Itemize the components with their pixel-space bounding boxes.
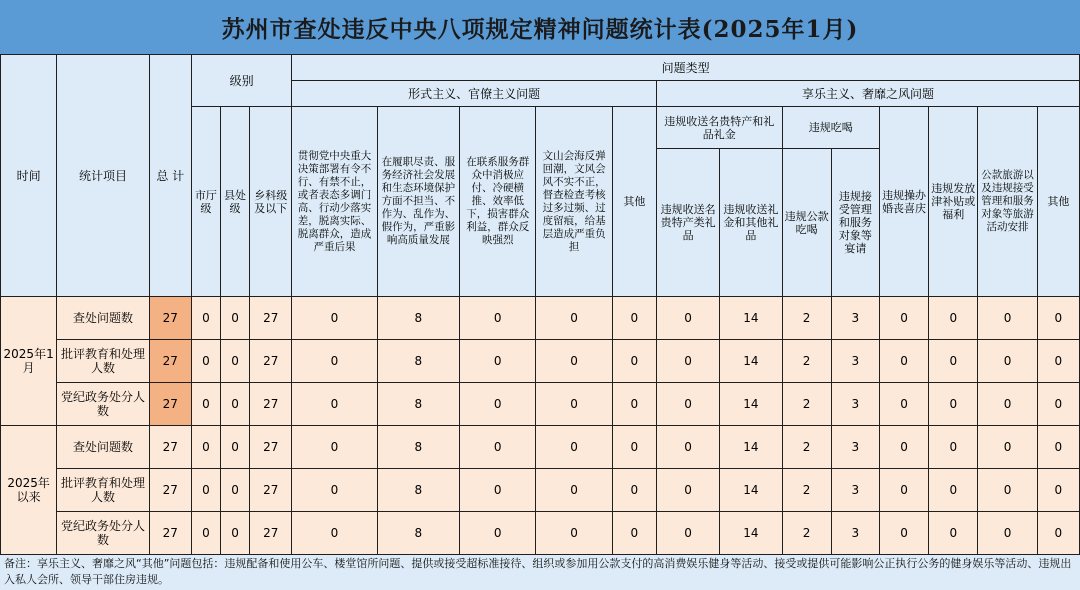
header-formalism: 形式主义、官僚主义问题 (292, 81, 657, 107)
value-cell: 0 (978, 469, 1037, 512)
value-cell: 0 (191, 297, 220, 340)
header-formalism-3: 在联系服务群众中消极应付、冷硬横推、效率低下，损害群众利益，群众反映强烈 (460, 107, 536, 297)
value-cell: 0 (656, 297, 719, 340)
value-cell: 0 (460, 512, 536, 555)
value-cell: 0 (191, 469, 220, 512)
table-row (1, 426, 1080, 469)
value-cell: 14 (720, 383, 782, 426)
value-cell: 14 (720, 340, 782, 383)
value-cell: 0 (978, 340, 1037, 383)
value-cell: 0 (220, 426, 249, 469)
value-cell: 0 (191, 512, 220, 555)
value-cell: 0 (612, 512, 656, 555)
value-cell: 27 (250, 297, 292, 340)
header-problem-type: 问题类型 (292, 55, 1080, 81)
period-label: 2025年1月 (1, 297, 57, 426)
total-cell: 27 (149, 426, 191, 469)
period-label: 2025年以来 (1, 426, 57, 555)
table-row (1, 512, 1080, 555)
value-cell: 0 (879, 383, 928, 426)
value-cell: 0 (460, 297, 536, 340)
value-cell: 14 (720, 297, 782, 340)
value-cell: 0 (879, 297, 928, 340)
row-item-label: 查处问题数 (57, 426, 149, 469)
header-level-county: 县处级 (220, 107, 249, 297)
page-title: 苏州市查处违反中央八项规定精神问题统计表(2025年1月) (221, 15, 859, 43)
value-cell: 0 (292, 512, 377, 555)
value-cell: 0 (929, 340, 978, 383)
value-cell: 8 (377, 297, 459, 340)
value-cell: 0 (929, 383, 978, 426)
value-cell: 3 (831, 383, 879, 426)
value-cell: 0 (1037, 512, 1079, 555)
header-meal-group: 违规吃喝 (782, 107, 879, 149)
value-cell: 0 (929, 512, 978, 555)
value-cell: 0 (191, 340, 220, 383)
value-cell: 0 (656, 340, 719, 383)
value-cell: 0 (220, 340, 249, 383)
header-allowance: 违规发放津补贴或福利 (929, 107, 978, 297)
value-cell: 2 (782, 426, 831, 469)
table-row (1, 297, 1080, 340)
value-cell: 0 (220, 469, 249, 512)
value-cell: 8 (377, 340, 459, 383)
header-gift-1: 违规收送名贵特产类礼品 (656, 149, 719, 297)
header-item: 统计项目 (57, 55, 149, 297)
table-row (1, 383, 1080, 426)
value-cell: 0 (612, 383, 656, 426)
value-cell: 0 (191, 383, 220, 426)
value-cell: 0 (879, 512, 928, 555)
value-cell: 3 (831, 469, 879, 512)
value-cell: 0 (879, 469, 928, 512)
value-cell: 14 (720, 426, 782, 469)
value-cell: 2 (782, 512, 831, 555)
value-cell: 0 (536, 469, 612, 512)
value-cell: 0 (292, 469, 377, 512)
value-cell: 27 (250, 512, 292, 555)
value-cell: 0 (879, 340, 928, 383)
value-cell: 0 (978, 383, 1037, 426)
row-item-label: 党纪政务处分人数 (57, 383, 149, 426)
header-hedonism-other: 其他 (1037, 107, 1079, 297)
header-formalism-4: 文山会海反弹回潮，文风会风不实不正，督查检查考核过多过频、过度留痕，给基层造成严重负担 (536, 107, 612, 297)
value-cell: 0 (191, 426, 220, 469)
value-cell: 14 (720, 469, 782, 512)
value-cell: 0 (460, 340, 536, 383)
value-cell: 0 (1037, 426, 1079, 469)
header-formalism-2: 在履职尽责、服务经济社会发展和生态环境保护方面不担当、不作为、乱作为、假作为，严重影响高质量发展 (377, 107, 459, 297)
title-bar (0, 0, 1080, 54)
value-cell: 0 (536, 340, 612, 383)
value-cell: 0 (536, 426, 612, 469)
value-cell: 0 (612, 340, 656, 383)
value-cell: 2 (782, 340, 831, 383)
row-item-label: 查处问题数 (57, 297, 149, 340)
total-cell: 27 (149, 297, 191, 340)
row-item-label: 批评教育和处理人数 (57, 469, 149, 512)
total-cell: 27 (149, 512, 191, 555)
statistics-table (0, 54, 1080, 555)
value-cell: 8 (377, 469, 459, 512)
header-time: 时间 (1, 55, 57, 297)
value-cell: 0 (220, 297, 249, 340)
value-cell: 0 (1037, 469, 1079, 512)
value-cell: 0 (929, 297, 978, 340)
value-cell: 0 (536, 383, 612, 426)
row-item-label: 批评教育和处理人数 (57, 340, 149, 383)
header-level: 级别 (191, 55, 291, 107)
value-cell: 0 (612, 426, 656, 469)
value-cell: 0 (929, 469, 978, 512)
table-row (1, 469, 1080, 512)
value-cell: 3 (831, 297, 879, 340)
value-cell: 0 (656, 469, 719, 512)
header-level-city: 市厅级 (191, 107, 220, 297)
value-cell: 0 (292, 383, 377, 426)
table-body (1, 297, 1080, 555)
value-cell: 0 (536, 512, 612, 555)
value-cell: 0 (978, 297, 1037, 340)
header-travel: 公款旅游以及违规接受管理和服务对象等旅游活动安排 (978, 107, 1037, 297)
header-level-town: 乡科级及以下 (250, 107, 292, 297)
value-cell: 3 (831, 340, 879, 383)
value-cell: 3 (831, 512, 879, 555)
value-cell: 0 (978, 512, 1037, 555)
value-cell: 27 (250, 383, 292, 426)
value-cell: 0 (536, 297, 612, 340)
value-cell: 14 (720, 512, 782, 555)
value-cell: 0 (879, 426, 928, 469)
header-meal-1: 违规公款吃喝 (782, 149, 831, 297)
header-hedonism: 享乐主义、奢靡之风问题 (656, 81, 1079, 107)
value-cell: 8 (377, 426, 459, 469)
value-cell: 2 (782, 469, 831, 512)
value-cell: 0 (220, 512, 249, 555)
row-item-label: 党纪政务处分人数 (57, 512, 149, 555)
header-formalism-1: 贯彻党中央重大决策部署有令不行、有禁不止，或者表态多调门高、行动少落实差，脱离实际、脱离群众，造成严重后果 (292, 107, 377, 297)
value-cell: 2 (782, 297, 831, 340)
value-cell: 0 (612, 297, 656, 340)
footnote: 备注：享乐主义、奢靡之风“其他”问题包括：违规配备和使用公车、楼堂馆所问题、提供或接受超标准接待、组织或参加用公款支付的高消费娱乐健身等活动、接受或提供可能影响公正执行公务的健身娱乐等活动、违规出入私人会所、领导干部住房违规。 (0, 555, 1080, 590)
table-row (1, 340, 1080, 383)
value-cell: 0 (929, 426, 978, 469)
value-cell: 0 (292, 426, 377, 469)
value-cell: 0 (292, 297, 377, 340)
total-cell: 27 (149, 340, 191, 383)
value-cell: 27 (250, 340, 292, 383)
header-formalism-other: 其他 (612, 107, 656, 297)
value-cell: 27 (250, 469, 292, 512)
header-gift-group: 违规收送名贵特产和礼品礼金 (656, 107, 782, 149)
header-gift-2: 违规收送礼金和其他礼品 (720, 149, 782, 297)
value-cell: 0 (656, 512, 719, 555)
header-meal-2: 违规接受管理和服务对象等宴请 (831, 149, 879, 297)
value-cell: 0 (656, 426, 719, 469)
value-cell: 0 (1037, 340, 1079, 383)
value-cell: 0 (460, 426, 536, 469)
value-cell: 0 (292, 340, 377, 383)
value-cell: 2 (782, 383, 831, 426)
value-cell: 0 (978, 426, 1037, 469)
value-cell: 0 (220, 383, 249, 426)
total-cell: 27 (149, 469, 191, 512)
header-wedding: 违规操办婚丧喜庆 (879, 107, 928, 297)
header-total: 总 计 (149, 55, 191, 297)
value-cell: 27 (250, 426, 292, 469)
value-cell: 8 (377, 512, 459, 555)
value-cell: 3 (831, 426, 879, 469)
value-cell: 0 (656, 383, 719, 426)
value-cell: 0 (1037, 383, 1079, 426)
total-cell: 27 (149, 383, 191, 426)
value-cell: 8 (377, 383, 459, 426)
value-cell: 0 (460, 383, 536, 426)
value-cell: 0 (1037, 297, 1079, 340)
value-cell: 0 (460, 469, 536, 512)
value-cell: 0 (612, 469, 656, 512)
